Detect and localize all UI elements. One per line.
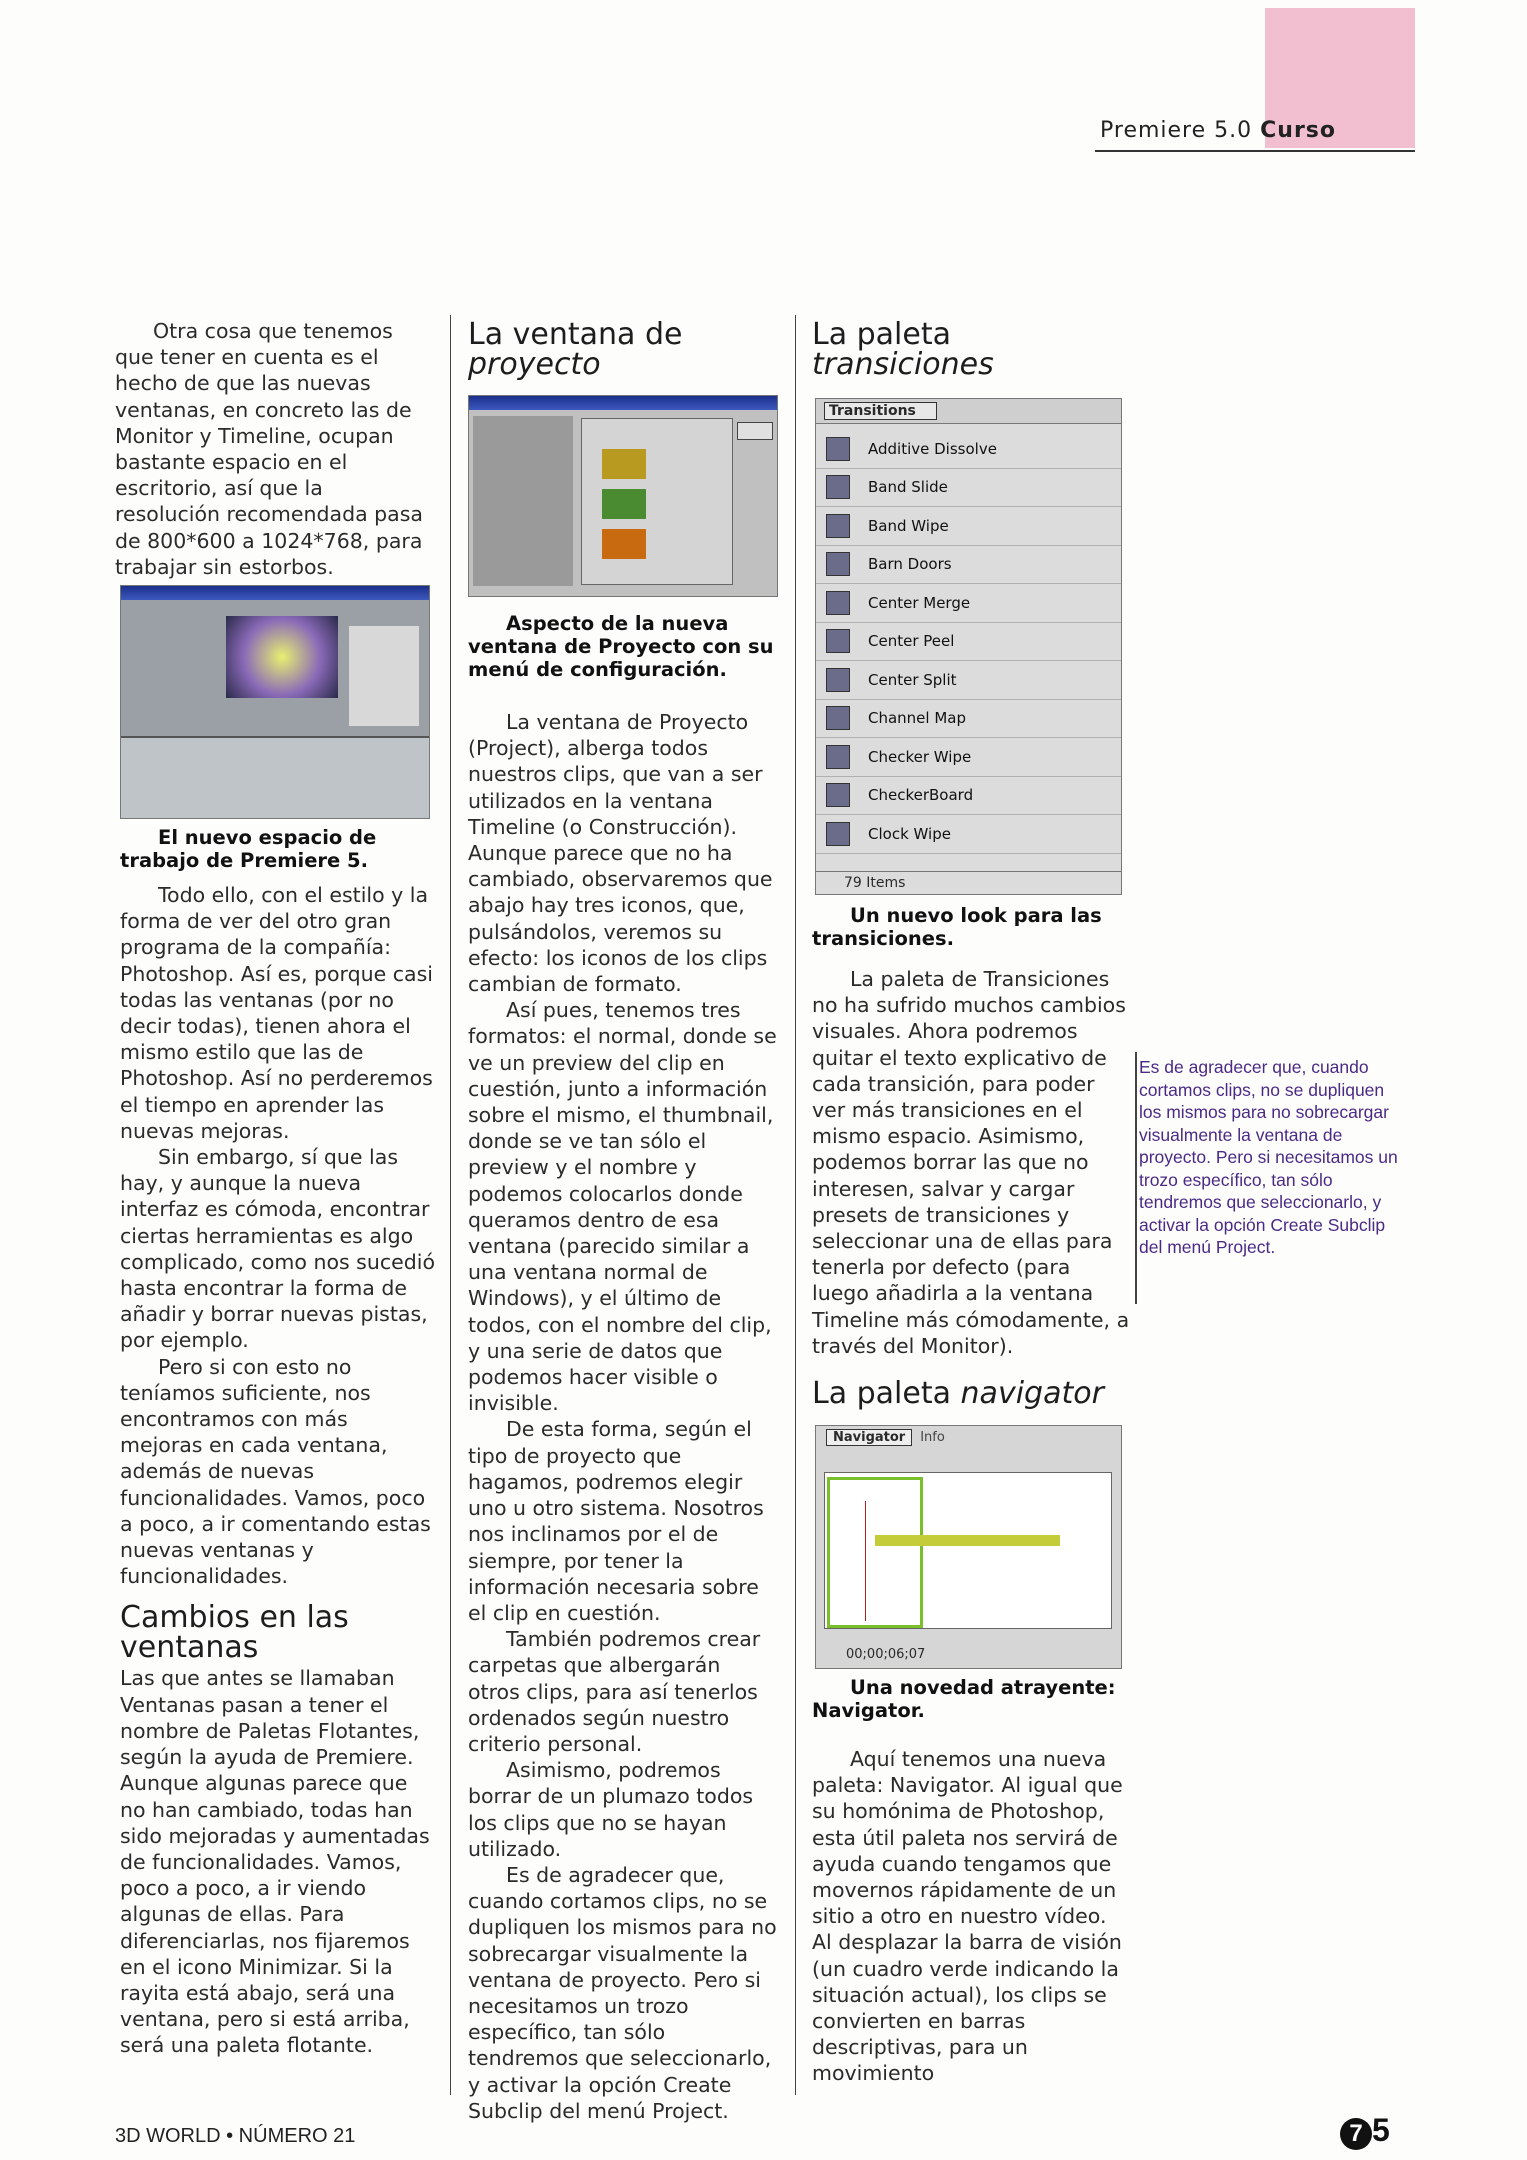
col2-p2: Así pues, tenemos tres formatos: el normal, donde se ve un preview del clip en cuestión, junto a información sobre el mismo, el thumbnail, donde se ve tan sólo el preview y el nombre y podemos colocarlos donde queramos dentro de esa ventana (parecido similar a una ventana normal de Windows), y el último de todos, con el nombre del clip, y una serie de datos que podemos hacer visible o invisible. [468,998,777,1416]
transition-label: Clock Wipe [868,824,951,843]
items-count: 79 Items [844,875,906,891]
column-1 [115,318,430,580]
transition-icon [826,552,850,576]
palette-panel [349,626,419,726]
transition-item[interactable] [816,700,1121,739]
project-clip-list [473,416,573,586]
transition-label: Channel Map [868,709,967,728]
navigator-timecode: 00;00;06;07 [846,1647,926,1662]
transition-label: Barn Doors [868,555,952,574]
transition-label: CheckerBoard [868,786,974,805]
timeline-panel [121,736,429,819]
col2-p6: Es de agradecer que, cuando cortamos clips, no se dupliquen los mismos para no sobrecargar visualmente la ventana de proyecto. Pero si necesitamos un trozo específico, tan sólo tendremos que seleccionarlo, y activar la opción Create Subclip del menú Project. [468,1862,777,2123]
navigator-view[interactable] [824,1472,1112,1629]
page-number [1340,2112,1390,2150]
transition-label: Center Split [868,670,957,689]
column-2 [468,612,778,2124]
column-3 [812,904,1132,1411]
transition-item[interactable] [816,623,1121,662]
column-rule-2 [795,315,796,2095]
info-tab[interactable]: Info [920,1429,945,1445]
transition-label: Checker Wipe [868,747,972,766]
transition-item[interactable] [816,584,1121,623]
transition-item[interactable] [816,546,1121,585]
sidenote-rule [1135,1052,1137,1304]
transition-icon [826,437,850,461]
edit-line [865,1501,866,1621]
transition-item[interactable] [816,507,1121,546]
navigator-tab[interactable]: Navigator [826,1429,912,1446]
monitor-preview [226,616,338,698]
col1-p5: Las que antes se llamaban Ventanas pasan a tener el nombre de Paletas Flotantes, según la ayuda de Premiere. Aunque algunas parece que no han cambiado, todas han sido mejoradas y aumentadas de funcionalidades. Vamos, poco a poco, a ir viendo algunas de ellas. Para diferenciarlas, nos fijaremos en el icono Minimizar. Si la rayita está abajo, será una ventana, pero si está arriba, será una paleta flotante. [120,1666,430,2058]
window-titlebar [121,586,429,600]
project-titlebar [469,396,777,410]
ok-button[interactable] [737,422,773,440]
clip-thumb-3 [602,529,646,559]
transition-icon [826,475,850,499]
column-3-b [812,1676,1132,2087]
transition-item[interactable] [816,430,1121,469]
col2-p4: También podremos crear carpetas que albergarán otros clips, para así tenerlos ordenados según nuestro criterio personal. [468,1627,761,1756]
col1-p2: Todo ello, con el estilo y la forma de ver del otro gran programa de la compañía: Photoshop. Así es, porque casi todas las ventanas (por no decir todas), tienen ahora el mismo estilo que las de Photoshop. Así no perderemos el tiempo en aprender las nuevas mejoras. [120,883,433,1143]
transition-label: Additive Dissolve [868,439,997,458]
clip-thumb-2 [602,489,646,519]
header-title: Premiere 5.0 [1100,118,1253,143]
caption-workspace: El nuevo espacio de trabajo de Premiere 5. [120,826,377,872]
view-box[interactable] [827,1477,923,1628]
project-settings-dialog [581,418,733,585]
col2-p1: La ventana de Proyecto (Project), alberga todos nuestros clips, que van a ser utilizados en la ventana Timeline (o Construcción). Aunque parece que no ha cambiado, observaremos que abajo hay tres iconos, que, pulsándolos, veremos su efecto: los iconos de los clips cambian de formato. [468,710,773,997]
clip-bar [875,1535,1060,1546]
header-section: Curso [1260,118,1337,143]
heading-transiciones-text: transiciones [812,347,994,382]
heading-cambios: Cambios en las ventanas [120,1600,349,1666]
transition-icon [826,668,850,692]
footer-magazine: 3D WORLD • NÚMERO 21 [115,2125,356,2147]
col3-p2: Aquí tenemos una nueva paleta: Navigator. Al igual que su homónima de Photoshop, esta útil paleta nos servirá de ayuda cuando tengamos que movernos rápidamente de un sitio a otro en nuestro vídeo. Al desplazar la barra de visión (un cuadro verde indicando la situación actual), los clips se convierten en barras descriptivas, para un movimiento [812,1747,1123,2086]
transitions-palette [815,398,1122,895]
transition-item[interactable] [816,469,1121,508]
transition-label: Band Wipe [868,516,949,535]
transition-item[interactable] [816,815,1121,854]
column-rule-1 [450,315,451,2095]
caption-project: Aspecto de la nueva ventana de Proyecto con su menú de configuración. [468,612,774,681]
col3-p1: La paleta de Transiciones no ha sufrido muchos cambios visuales. Ahora podremos quitar el texto explicativo de cada transición, para poder ver más transiciones en el mismo espacio. Asimismo, podemos borrar las que no interesen, salvar y cargar presets de transiciones y seleccionar una de ellas para tenerla por defecto (para luego añadirla a la ventana Timeline más cómodamente, a través del Monitor). [812,967,1130,1358]
heading-paleta-text: La paleta [812,317,951,352]
heading-paleta-transiciones [812,317,1132,382]
sidenote: Es de agradecer que, cuando cortamos clips, no se dupliquen los mismos para no sobrecargar visualmente la ventana de proyecto. Pero si necesitamos un trozo específico, tan sólo tendremos que seleccionarlo, y activar la opción Create Subclip del menú Project. [1139,1057,1398,1257]
transition-icon [826,745,850,769]
col2-p3: De esta forma, según el tipo de proyecto que hagamos, podremos elegir uno u otro sistema. Nosotros nos inclinamos por el de siempre, por tener la información necesaria sobre el clip en cuestión. [468,1417,764,1625]
workspace-screenshot [120,585,430,819]
transition-icon [826,514,850,538]
transition-label: Center Merge [868,593,971,612]
heading-proyecto-text: proyecto [468,347,601,382]
transition-icon [826,629,850,653]
navigator-palette [815,1425,1122,1669]
page-number-rest: 5 [1372,2112,1390,2148]
caption-navigator: Una novedad atrayente: Navigator. [812,1676,1116,1722]
col1-p3: Sin embargo, sí que las hay, y aunque la nueva interfaz es cómoda, encontrar ciertas herramientas es algo complicado, como nos sucedió hasta encontrar la forma de añadir y borrar nuevas pistas, por ejemplo. [120,1145,435,1353]
header-rule [1095,150,1415,152]
heading-ventana-text: La ventana de [468,317,683,352]
transition-icon [826,822,850,846]
heading-paleta2-text: La paleta [812,1376,951,1412]
transition-item[interactable] [816,777,1121,816]
column-1-b [120,826,435,2059]
transitions-tabbar [816,399,1121,424]
heading-navigator-text: navigator [960,1376,1104,1412]
heading-paleta-navigator [812,1376,1132,1412]
transition-item[interactable] [816,738,1121,777]
caption-transitions: Un nuevo look para las transiciones. [812,904,1102,950]
transition-label: Band Slide [868,478,948,497]
column-3-head [812,312,1132,382]
column-2-head [468,312,778,382]
col2-p5: Asimismo, podremos borrar de un plumazo todos los clips que no se hayan utilizado. [468,1758,754,1861]
transition-icon [826,783,850,807]
transition-label: Center Peel [868,632,955,651]
transition-icon [826,591,850,615]
col1-p4: Pero si con esto no teníamos suficiente, nos encontramos con más mejoras en cada ventana, además de nuevas funcionalidades. Vamos, poco a poco, a ir comentando estas nuevas ventanas y funcionalidades. [120,1354,431,1589]
transition-item[interactable] [816,661,1121,700]
clip-thumb-1 [602,449,646,479]
transitions-list [816,424,1121,854]
transitions-tab[interactable]: Transitions [824,402,937,420]
page-number-circle: 7 [1340,2118,1372,2150]
running-header [1100,118,1336,143]
col1-p1: Otra cosa que tenemos que tener en cuenta es el hecho de que las nuevas ventanas, en concreto las de Monitor y Timeline, ocupan bastante espacio en el escritorio, así que la resolución recomendada pasa de 800*600 a 1024*768, para trabajar sin estorbos. [115,319,423,579]
navigator-tabbar [816,1426,1121,1448]
transition-icon [826,706,850,730]
heading-ventana-proyecto [468,317,778,382]
transitions-footer [816,871,1121,894]
project-window-screenshot [468,395,778,597]
